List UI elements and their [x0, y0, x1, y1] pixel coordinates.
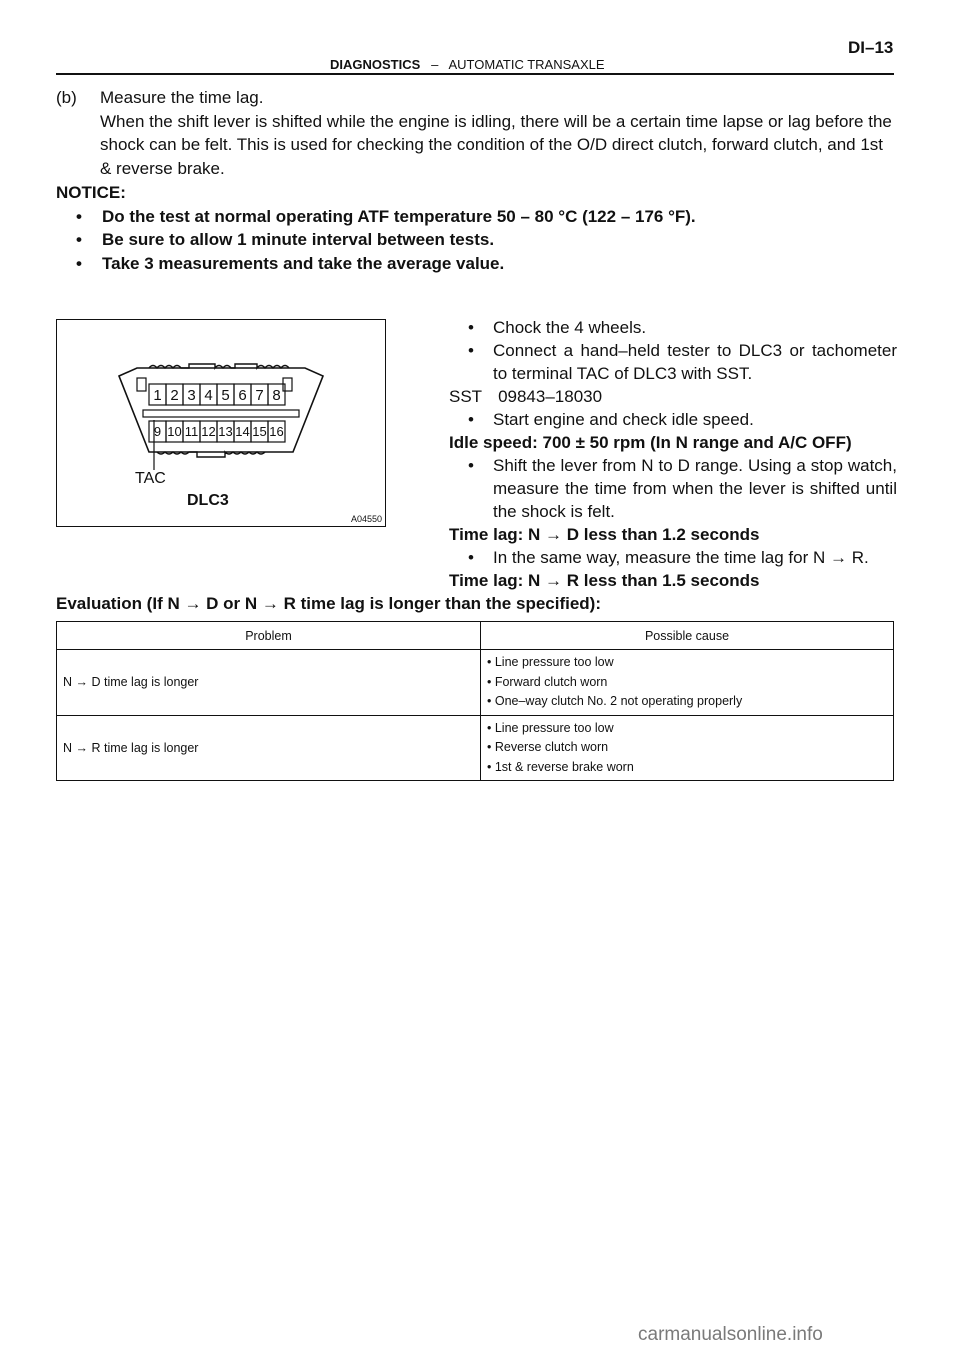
notice-section: [56, 181, 896, 275]
pin-number: 14: [235, 424, 250, 440]
page-number: DI–13: [848, 38, 894, 57]
cause-item: • Reverse clutch worn: [487, 740, 609, 754]
intro-title: Measure the time lag.: [100, 88, 264, 107]
time-lag-nr-spec: Time lag: N → R less than 1.5 seconds: [449, 571, 760, 590]
pin-number: 9: [153, 424, 162, 440]
header-subsection: AUTOMATIC TRANSAXLE: [448, 57, 605, 72]
header-rule: [56, 73, 894, 75]
notice-item-text: Take 3 measurements and take the average value.: [102, 253, 505, 273]
problem-cell: N → D time lag is longer: [57, 650, 481, 716]
bullet-dot: •: [468, 548, 474, 567]
procedure-step-text: Connect a hand–held tester to DLC3 or tachometer to terminal TAC of DLC3 with SST.: [493, 341, 897, 383]
idle-speed-spec: Idle speed: 700 ± 50 rpm (In N range and A/C OFF): [449, 433, 852, 452]
sst-code: 09843–18030: [498, 387, 603, 406]
cause-cell: [481, 715, 894, 781]
procedure-step-text: In the same way, measure the time lag for N → R.: [493, 548, 869, 567]
cause-item: • One–way clutch No. 2 not operating properly: [487, 694, 743, 708]
notice-item-text: Do the test at normal operating ATF temperature 50 – 80 °C (122 – 176 °F).: [102, 206, 696, 226]
pin-row-bottom: [149, 421, 285, 442]
table-row: [57, 650, 894, 716]
figure-code: A04550: [350, 514, 382, 524]
bullet-dot: •: [468, 410, 474, 429]
pin-number: 8: [272, 386, 281, 404]
notice-item: [56, 228, 896, 252]
pin-number: 2: [170, 386, 179, 404]
watermark-text: carmanualsonline.info: [638, 1324, 823, 1345]
column-header-cause: Possible cause: [481, 622, 894, 650]
sst-label: SST: [449, 387, 483, 406]
cause-item: • Line pressure too low: [487, 655, 614, 669]
bullet-dot: •: [76, 230, 82, 249]
intro-label: (b): [56, 88, 77, 107]
evaluation-heading: Evaluation (If N → D or N → R time lag is longer than the specified):: [56, 594, 602, 613]
procedure-step: [449, 316, 897, 339]
sst-line: [449, 385, 897, 408]
bullet-dot: •: [468, 318, 474, 337]
table-row: [57, 715, 894, 781]
problem-cell: N → R time lag is longer: [57, 715, 481, 781]
pin-number: 10: [167, 424, 182, 440]
notice-item: [56, 252, 896, 276]
procedure-step: [449, 546, 897, 569]
terminal-label: TAC: [135, 470, 166, 487]
connector-label: DLC3: [187, 492, 229, 509]
notice-item: [56, 205, 896, 229]
column-header-problem: Problem: [57, 622, 481, 650]
procedure-step: [449, 339, 897, 385]
pin-number: 15: [252, 424, 267, 440]
procedure-step: [449, 408, 897, 431]
notice-heading: NOTICE:: [56, 183, 126, 202]
pin-number: 12: [201, 424, 216, 440]
intro-section: [56, 86, 896, 180]
header-section: DIAGNOSTICS: [330, 57, 421, 72]
cause-item: • 1st & reverse brake worn: [487, 759, 634, 774]
evaluation-table: [56, 621, 894, 781]
pin-number: 11: [184, 424, 199, 440]
pin-number: 4: [204, 386, 213, 404]
pin-number: 6: [238, 386, 247, 404]
page-header: [330, 57, 605, 72]
bullet-dot: •: [468, 456, 474, 475]
procedure-step-text: Start engine and check idle speed.: [493, 410, 754, 429]
pin-number: 7: [255, 386, 264, 404]
pin-number: 3: [187, 386, 196, 404]
bullet-dot: •: [76, 253, 82, 273]
procedure-step-text: Shift the lever from N to D range. Using a stop watch, measure the time from when the lever is shifted until the shock is felt.: [493, 456, 897, 521]
pin-number: 1: [153, 386, 162, 404]
pin-row-top: [149, 384, 285, 405]
header-separator: –: [431, 57, 439, 72]
table-header-row: [57, 622, 894, 650]
cause-item: • Forward clutch worn: [487, 674, 608, 689]
procedure-step: [449, 454, 897, 523]
cause-item: • Line pressure too low: [487, 720, 614, 735]
bullet-dot: •: [468, 341, 474, 360]
dlc3-figure: [56, 319, 386, 527]
procedure-step-text: Chock the 4 wheels.: [493, 318, 647, 337]
pin-number: 16: [269, 424, 284, 440]
bullet-dot: •: [76, 206, 82, 226]
time-lag-nd-spec: Time lag: N → D less than 1.2 seconds: [449, 525, 760, 544]
cause-cell: [481, 650, 894, 716]
notice-item-text: Be sure to allow 1 minute interval between tests.: [102, 230, 495, 249]
pin-number: 13: [218, 424, 233, 440]
pin-number: 5: [221, 386, 230, 404]
intro-paragraph: When the shift lever is shifted while the engine is idling, there will be a certain time lapse or lag before the shock can be felt. This is used for checking the condition of the O/D direct clutch, forward clutch, and 1st & reverse brake.: [100, 111, 892, 178]
procedure-section: [449, 316, 897, 592]
